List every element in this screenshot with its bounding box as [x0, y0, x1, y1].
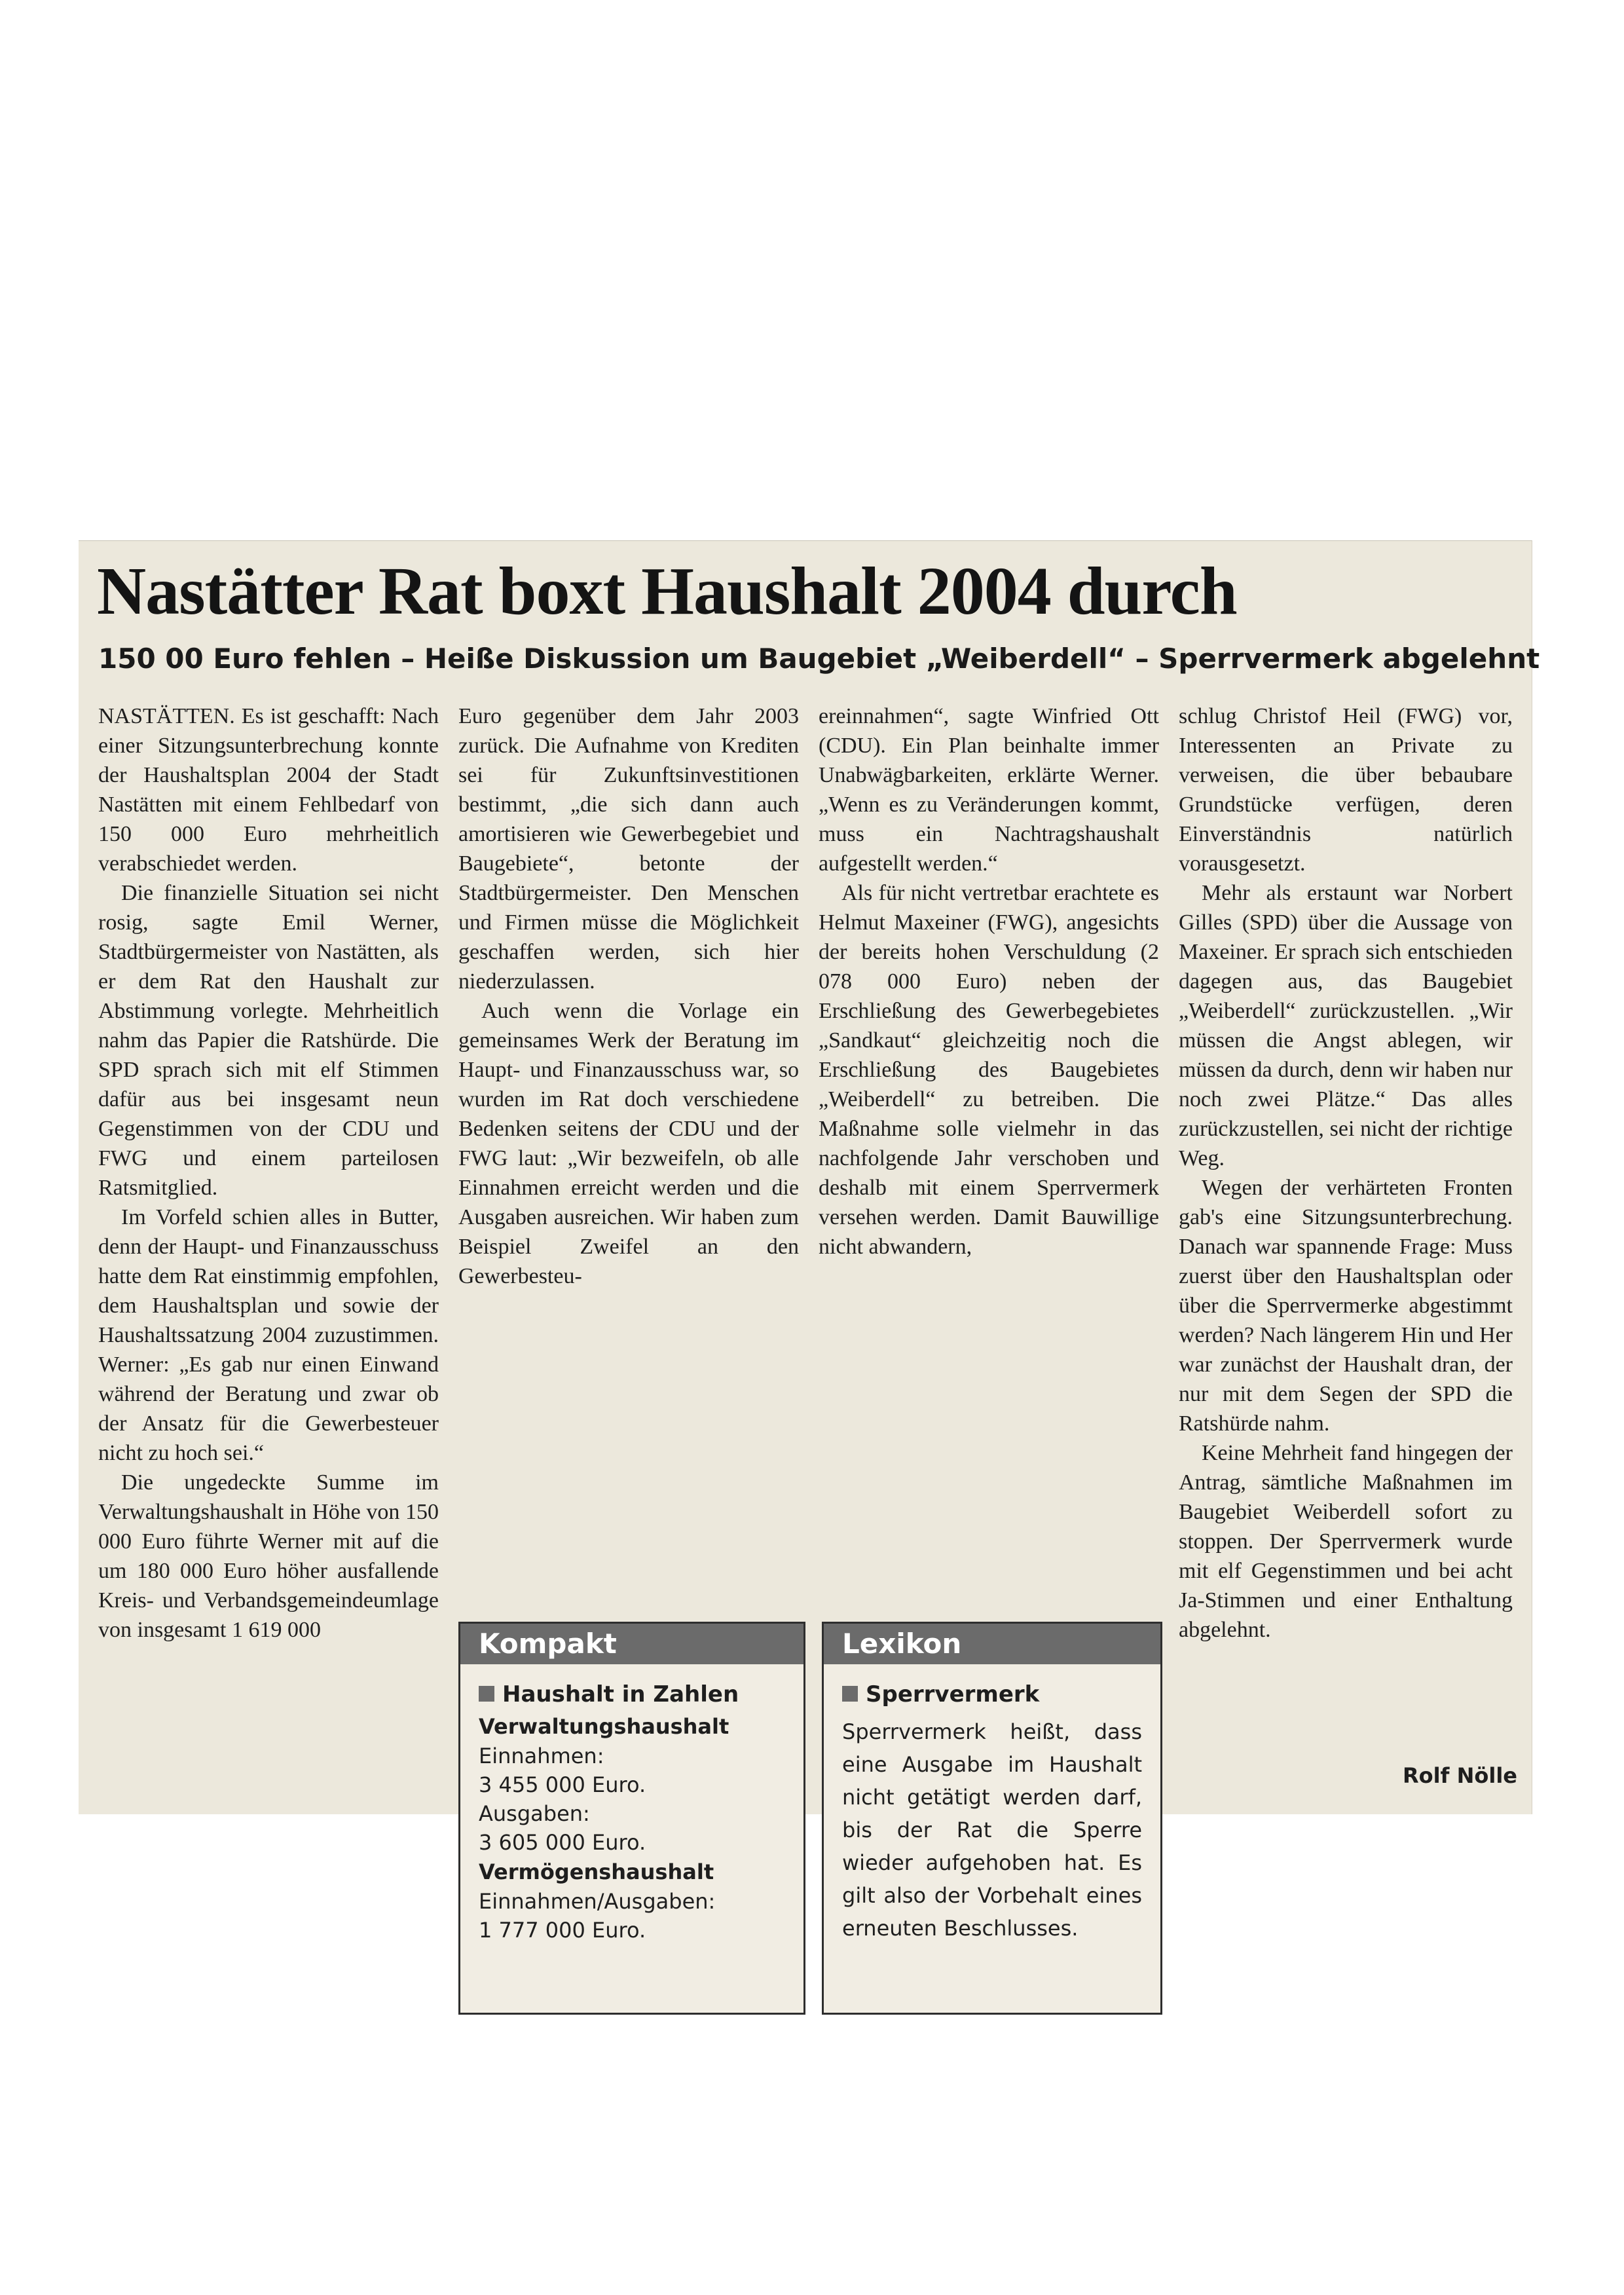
- lexikon-title: Sperrvermerk: [866, 1681, 1040, 1707]
- kompakt-title: Haushalt in Zahlen: [502, 1681, 739, 1707]
- lexikon-title-row: [842, 1681, 1160, 1707]
- paragraph: Die ungedeckte Summe im Verwaltungshaushalt in Höhe von 150 000 Euro führte Werner mit auf die um 180 000 Euro höher ausfallende Kreis- und Verbandsgemeindeumlage von insgesamt 1 619 000: [98, 1470, 439, 1642]
- square-bullet-icon: [479, 1686, 494, 1702]
- vermoegenshaushalt-label: Vermögenshaushalt: [479, 1859, 714, 1884]
- lexikon-box: [822, 1622, 1162, 2015]
- article-column-1: [98, 701, 439, 1645]
- headline: Nastätter Rat boxt Haushalt 2004 durch: [97, 553, 1237, 629]
- ausgaben-label: Ausgaben:: [479, 1801, 590, 1826]
- lexikon-header: Lexikon: [824, 1624, 1160, 1664]
- paragraph: Die finanzielle Situation sei nicht rosig, sagte Emil Werner, Stadtbürgermeister von Nastätten, als er dem Rat den Haushalt zur Abstimmung vorlegte. Mehrheitlich nahm das Papier die Ratshürde. Die SPD sprach sich mit elf Stimmen dafür aus bei insgesamt neun Gegenstimmen von der CDU und FWG und einem parteilosen Ratsmitglied.: [98, 881, 439, 1200]
- einnahmen-label: Einnahmen:: [479, 1744, 604, 1768]
- kompakt-title-row: [479, 1681, 803, 1707]
- kompakt-header: Kompakt: [460, 1624, 803, 1664]
- article-column-3: [819, 701, 1159, 1261]
- author-byline: Rolf Nölle: [1402, 1763, 1517, 1788]
- paragraph: Als für nicht vertretbar erachtete es Helmut Maxeiner (FWG), angesichts der bereits hohen Verschuldung (2 078 000 Euro) neben der Erschließung des Gewerbegebietes „Sandkaut“ gleichzeitig noch die Erschließung des Baugebietes „Weiberdell“ zu betreiben. Die Maßnahme solle vielmehr in das nachfolgende Jahr verschoben und deshalb mit einem Sperrvermerk versehen werden. Damit Bauwillige nicht abwandern,: [819, 881, 1159, 1259]
- ausgaben-value: 3 605 000 Euro.: [479, 1830, 646, 1855]
- paragraph: Mehr als erstaunt war Norbert Gilles (SPD) über die Aussage von Maxeiner. Er sprach sich entschieden dagegen aus, das Baugebiet „Weiberdell“ zurückzustellen. „Wir müssen die Angst ablegen, wir müssen da durch, denn wir haben nur noch zwei Plätze.“ Das alles zurückzustellen, sei nicht der richtige Weg.: [1179, 881, 1513, 1170]
- kompakt-box: [458, 1622, 805, 2015]
- paragraph: schlug Christof Heil (FWG) vor, Interessenten an Private zu verweisen, die über bebaubare Grundstücke verfügen, deren Einverständnis natürlich vorausgesetzt.: [1179, 704, 1513, 876]
- paragraph: Auch wenn die Vorlage ein gemeinsames Werk der Beratung im Haupt- und Finanzausschuss war, so wurden im Rat doch verschiedene Bedenken seitens der CDU und der FWG laut: „Wir bezweifeln, ob alle Einnahmen erreicht werden und die Ausgaben ausreichen. Wir haben zum Beispiel Zweifel an den Gewerbesteu-: [458, 999, 799, 1288]
- paragraph: Euro gegenüber dem Jahr 2003 zurück. Die Aufnahme von Krediten sei für Zukunftsinvestitionen bestimmt, „die sich dann auch amortisieren wie Gewerbegebiet und Baugebiete“, betonte der Stadtbürgermeister. Den Menschen und Firmen müsse die Möglichkeit geschaffen werden, sich hier niederzulassen.: [458, 704, 799, 994]
- article-column-2: [458, 701, 799, 1291]
- subheadline: 150 00 Euro fehlen – Heiße Diskussion um Baugebiet „Weiberdell“ – Sperrvermerk abgelehnt: [98, 643, 1540, 675]
- paragraph: Keine Mehrheit fand hingegen der Antrag, sämtliche Maßnahmen im Baugebiet Weiberdell sofort zu stoppen. Der Sperrvermerk wurde mit elf Gegenstimmen und bei acht Ja-Stimmen und einer Enthaltung abgelehnt.: [1179, 1441, 1513, 1642]
- einnahmen-ausgaben-label: Einnahmen/Ausgaben:: [479, 1889, 716, 1914]
- einnahmen-value: 3 455 000 Euro.: [479, 1772, 646, 1797]
- square-bullet-icon: [842, 1686, 858, 1702]
- einnahmen-ausgaben-value: 1 777 000 Euro.: [479, 1918, 646, 1943]
- paragraph: NASTÄTTEN. Es ist geschafft: Nach einer Sitzungsunterbrechung konnte der Haushaltsplan 2004 der Stadt Nastätten mit einem Fehlbedarf von 150 000 Euro mehrheitlich verabschiedet werden.: [98, 704, 439, 876]
- newspaper-clipping: [79, 540, 1540, 1943]
- article-column-4: [1179, 701, 1513, 1645]
- verwaltungshaushalt-label: Verwaltungshaushalt: [479, 1714, 729, 1739]
- lexikon-text: Sperrvermerk heißt, dass eine Ausgabe im Haushalt nicht getätigt werden darf, bis der Rat die Sperre wieder aufgehoben hat. Es gilt also der Vorbehalt eines erneuten Beschlusses.: [842, 1719, 1142, 1941]
- paragraph: ereinnahmen“, sagte Winfried Ott (CDU). Ein Plan beinhalte immer Unabwägbarkeiten, erklärte Werner. „Wenn es zu Veränderungen kommt, muss ein Nachtragshaushalt aufgestellt werden.“: [819, 704, 1159, 876]
- paragraph: Wegen der verhärteten Fronten gab's eine Sitzungsunterbrechung. Danach war spannende Frage: Muss zuerst über den Haushaltsplan oder über die Sperrvermerke abgestimmt werden? Nach längerem Hin und Her war zunächst der Haushalt dran, der nur mit dem Segen der SPD die Ratshürde nahm.: [1179, 1176, 1513, 1436]
- paragraph: Im Vorfeld schien alles in Butter, denn der Haupt- und Finanzausschuss hatte dem Rat einstimmig empfohlen, dem Haushaltsplan und sowie der Haushaltssatzung 2004 zuzustimmen. Werner: „Es gab nur einen Einwand während der Beratung und zwar ob der Ansatz für die Gewerbesteuer nicht zu hoch sei.“: [98, 1205, 439, 1465]
